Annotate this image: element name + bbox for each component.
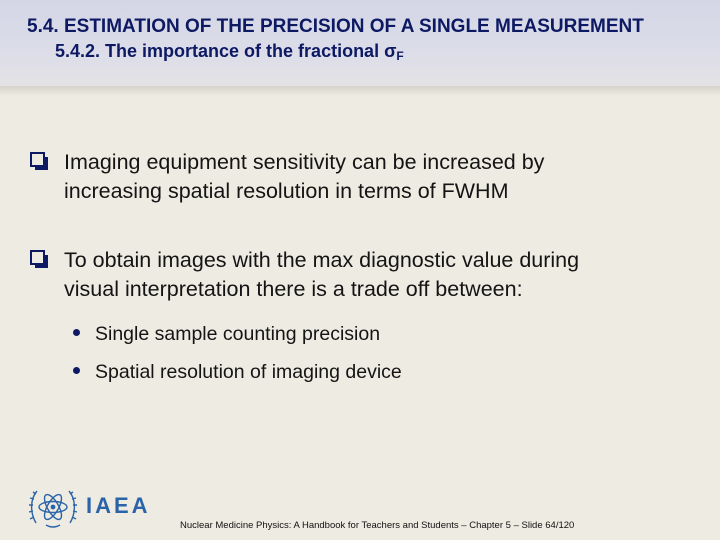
checkbox-bullet-icon: [30, 250, 45, 265]
sub-bullet-text: Single sample counting precision: [95, 323, 381, 345]
bullet-line: increasing spatial resolution in terms of FWHM: [64, 179, 509, 203]
dot-bullet-icon: [73, 329, 80, 336]
slide-header: [0, 0, 720, 86]
dot-bullet-icon: [73, 367, 80, 374]
checkbox-bullet-icon: [30, 152, 45, 167]
iaea-logo: [28, 483, 158, 531]
slide-footer: Nuclear Medicine Physics: A Handbook for Teachers and Students – Chapter 5 – Slide 64/120: [180, 520, 575, 531]
slide-subtitle: [55, 41, 404, 63]
slide-title: 5.4. ESTIMATION OF THE PRECISION OF A SINGLE MEASUREMENT: [27, 16, 644, 37]
iaea-atom-emblem-icon: [28, 483, 78, 531]
bullet-line: visual interpretation there is a trade off between:: [64, 277, 523, 301]
logo-text: IAEA: [86, 493, 151, 518]
bullet-line: To obtain images with the max diagnostic value during: [64, 248, 580, 272]
bullet-text: [64, 148, 544, 206]
bullet-text: [64, 246, 579, 304]
subtitle-text: 5.4.2. The importance of the fractional σ: [55, 41, 397, 61]
sub-bullet-text: Spatial resolution of imaging device: [95, 361, 402, 383]
subtitle-subscript: F: [396, 49, 404, 63]
bullet-line: Imaging equipment sensitivity can be increased by: [64, 150, 545, 174]
header-shadow: [0, 86, 720, 96]
